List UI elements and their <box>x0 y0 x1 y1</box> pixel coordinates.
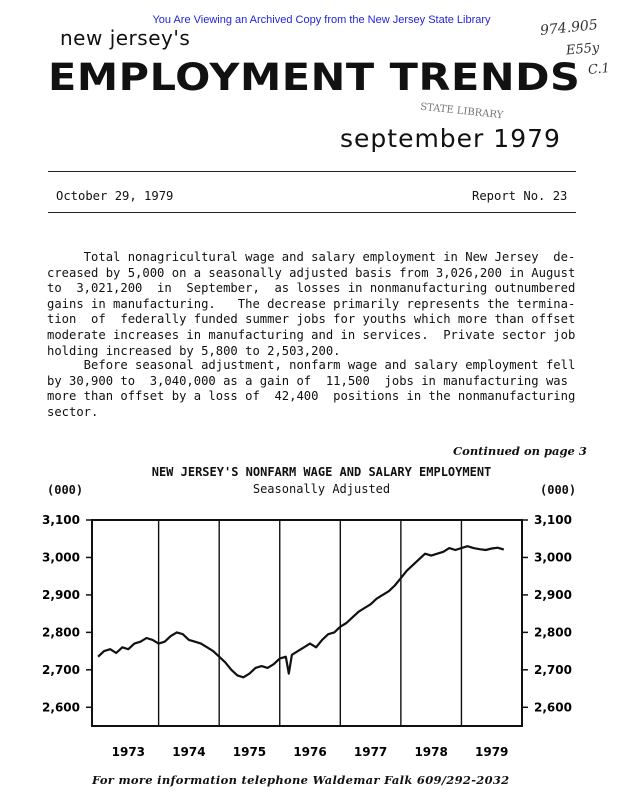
y-tick-label-left: 2,700 <box>42 662 80 677</box>
x-tick-label: 1977 <box>353 745 388 759</box>
masthead-state: new jersey's <box>60 26 191 50</box>
archive-notice: You Are Viewing an Archived Copy from the New Jersey State Library <box>152 14 491 26</box>
y-tick-label-right: 3,000 <box>534 550 572 565</box>
x-tick-label: 1978 <box>414 745 448 759</box>
masthead-title: EMPLOYMENT TRENDS <box>48 56 581 99</box>
x-tick-label: 1976 <box>293 745 327 759</box>
x-tick-label: 1973 <box>111 745 146 759</box>
chart-plot-border <box>92 520 522 726</box>
x-tick-label: 1974 <box>172 745 206 759</box>
chart-y-ticks <box>42 513 572 714</box>
y-tick-label-right: 2,700 <box>534 662 572 677</box>
y-tick-label-left: 2,800 <box>42 625 80 640</box>
y-tick-label-right: 2,600 <box>534 700 572 715</box>
issue-date: september 1979 <box>340 124 561 153</box>
y-tick-label-right: 2,800 <box>534 625 572 640</box>
y-tick-label-right: 3,100 <box>534 513 572 527</box>
x-tick-label: 1979 <box>475 745 509 759</box>
chart-subtitle: Seasonally Adjusted <box>252 482 391 496</box>
report-date: October 29, 1979 <box>56 189 174 203</box>
y-tick-label-left: 3,000 <box>42 550 80 565</box>
paragraph-1: Total nonagricultural wage and salary employment in New Jersey de- creased by 5,000 on a seasonally adjusted basis from 3,026,200 in August to 3,021,200 in September, as losses in nonmanufacturing outnumbered gains in manufacturing. The decrease primarily represents the termina- tion of federally funded summer jobs for youths which more than offset moderate increases in manufacturing and in services. Private sector job holding increased by 5,800 to 2,503,200. <box>47 250 576 358</box>
chart-frame <box>92 520 522 726</box>
y-axis-unit-right: (000) <box>540 483 577 497</box>
chart-title: NEW JERSEY'S NONFARM WAGE AND SALARY EMPLOYMENT <box>151 465 492 479</box>
paragraph-2: Before seasonal adjustment, nonfarm wage and salary employment fell by 30,900 to 3,040,000 as a gain of 11,500 jobs in manufacturing was more than offset by a loss of 42,400 positions in the nonmanufacturing sector. <box>47 358 576 419</box>
y-axis-unit-left: (000) <box>47 483 84 497</box>
contact-footer: For more information telephone Waldemar Falk 609/292-2032 <box>92 773 510 787</box>
x-tick-label: 1975 <box>232 745 267 759</box>
y-tick-label-right: 2,900 <box>534 587 572 602</box>
y-tick-label-left: 2,600 <box>42 700 80 715</box>
handwritten-call-number: 974.905 <box>539 17 599 39</box>
chart-x-labels <box>112 745 509 759</box>
handwritten-copy: C.1 <box>587 61 611 78</box>
report-number: Report No. 23 <box>472 189 568 203</box>
chart-grid <box>159 520 462 726</box>
handwritten-cutter: E55y <box>565 40 600 59</box>
stamp-text: STATE LIBRARY <box>419 101 504 122</box>
y-tick-label-left: 2,900 <box>42 587 80 602</box>
y-tick-label-left: 3,100 <box>42 513 80 527</box>
continued-note: Continued on page 3 <box>453 444 587 458</box>
